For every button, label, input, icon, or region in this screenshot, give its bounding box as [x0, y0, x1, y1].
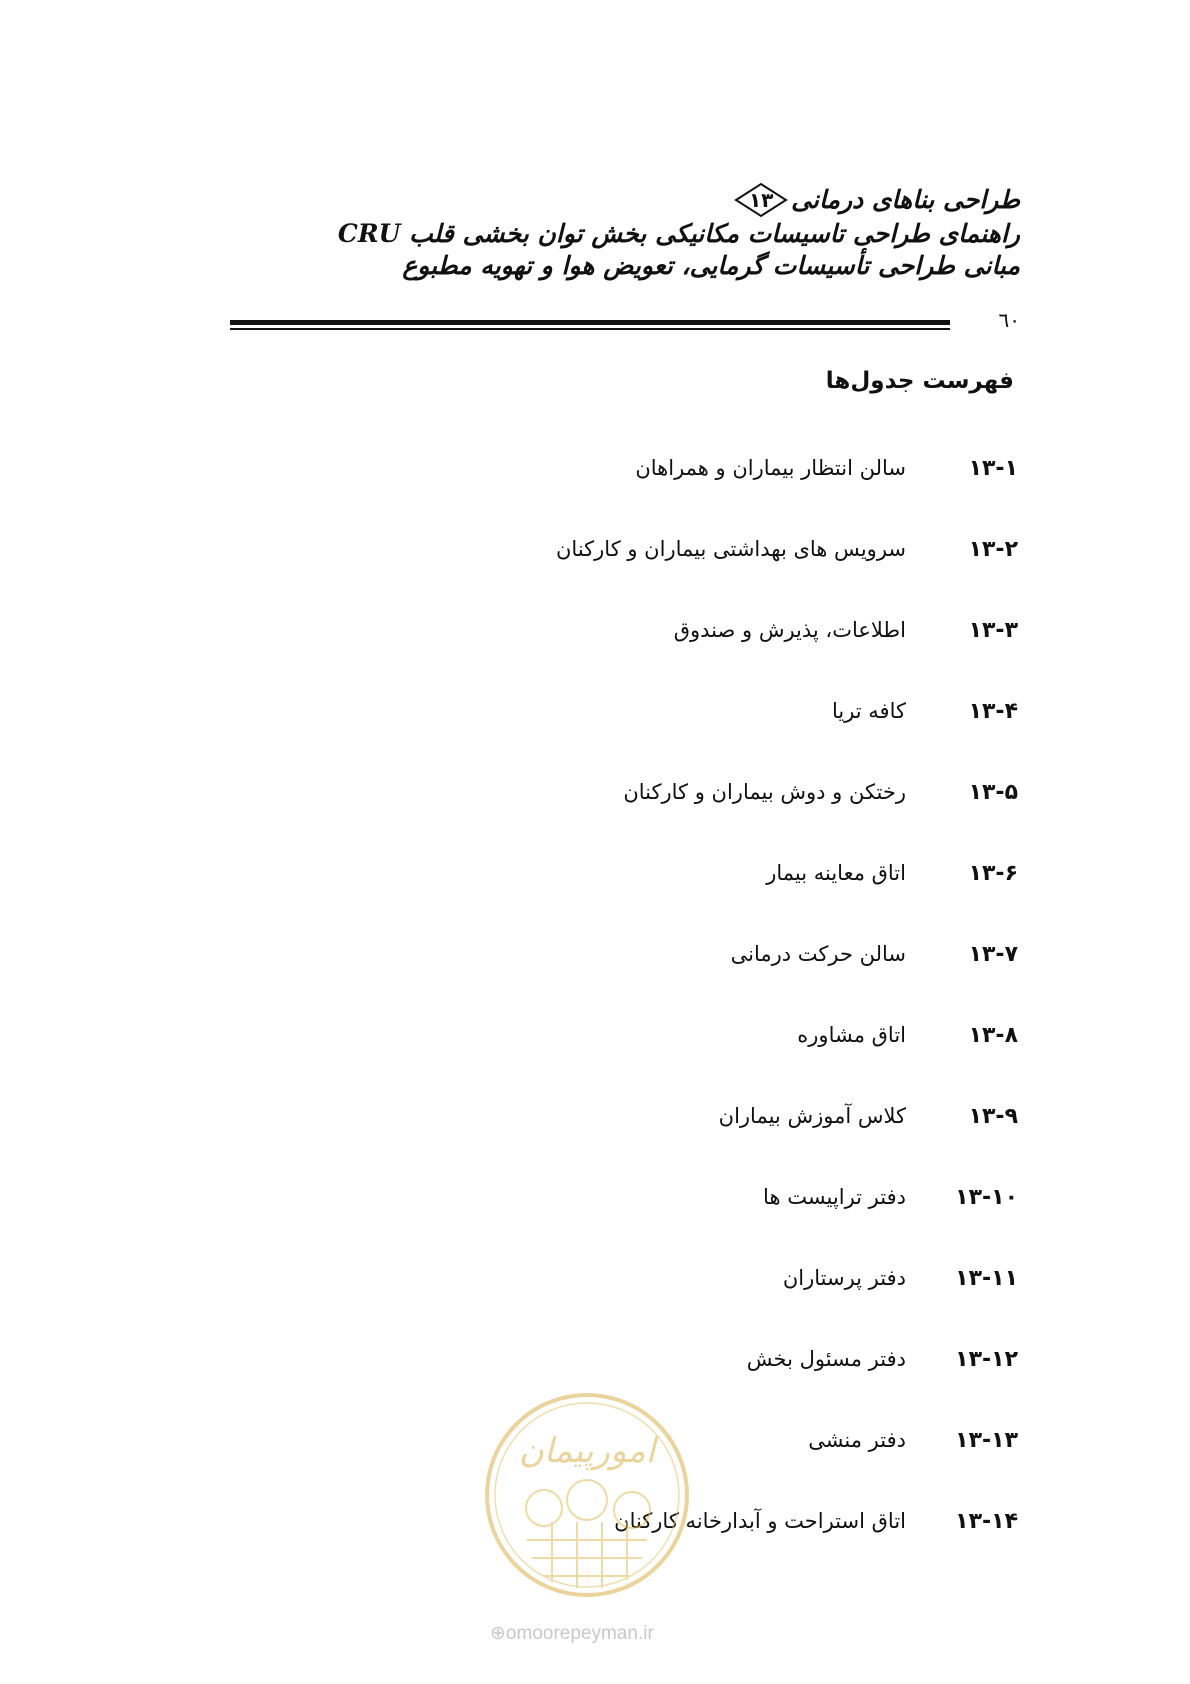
- header-line-3: مبانی طراحی تأسیسات گرمایی، تعویض هوا و تهویه مطبوع: [402, 251, 1020, 280]
- toc-entry-title: سالن حرکت درمانی: [730, 942, 906, 966]
- running-header: [160, 182, 1020, 282]
- toc-row: [731, 942, 1018, 967]
- toc-entry-title: کافه تریا: [831, 699, 906, 723]
- toc-row: [674, 618, 1018, 643]
- toc-number: ۱۳-۹: [968, 1104, 1018, 1129]
- toc-row: [797, 1023, 1018, 1048]
- header-rule-thin: [230, 328, 950, 330]
- watermark-logo: [482, 1390, 692, 1600]
- chapter-badge: [733, 182, 789, 218]
- watermark-url: ⊕omoorepeyman.ir: [490, 1623, 654, 1644]
- toc-row: [832, 699, 1018, 724]
- toc-row: [719, 1104, 1018, 1129]
- toc-entry-title: اتاق معاینه بیمار: [766, 861, 906, 885]
- toc-number: ۱۳-۱: [968, 456, 1018, 481]
- toc-row: [808, 1428, 1018, 1453]
- toc-row: [623, 780, 1018, 805]
- header-line-1: [160, 182, 1020, 218]
- toc-number: ۱۳-۱۲: [955, 1347, 1018, 1372]
- toc-number: ۱۳-۵: [968, 780, 1018, 805]
- toc-row: [747, 1347, 1018, 1372]
- globe-icon: ⊕: [490, 1623, 506, 1644]
- toc-entry-title: دفتر پرستاران: [782, 1266, 906, 1290]
- toc-entry-title: دفتر منشی: [808, 1428, 906, 1452]
- toc-title: فهرست جدول‌ها: [825, 368, 1014, 394]
- toc-entry-title: اتاق استراحت و آبدارخانه کارکنان: [614, 1509, 906, 1533]
- toc-entry-title: سالن انتظار بیماران و همراهان: [635, 456, 906, 480]
- toc-row: [766, 861, 1018, 886]
- toc-row: [556, 537, 1018, 562]
- toc-number: ۱۳-۲: [968, 537, 1018, 562]
- page-number: ٦٠: [998, 308, 1020, 332]
- toc-number: ۱۳-۸: [968, 1023, 1018, 1048]
- toc-row: [763, 1185, 1018, 1210]
- toc-number: ۱۳-۱۳: [955, 1428, 1018, 1453]
- toc-entry-title: رختکن و دوش بیماران و کارکنان: [623, 780, 906, 804]
- toc-entry-title: اطلاعات، پذیرش و صندوق: [673, 618, 906, 642]
- toc-entry-title: اتاق مشاوره: [797, 1023, 906, 1047]
- toc-entry-title: دفتر مسئول بخش: [746, 1347, 906, 1371]
- toc-entry-title: کلاس آموزش بیماران: [718, 1104, 906, 1128]
- toc-number: ۱۳-۳: [968, 618, 1018, 643]
- toc-number: ۱۳-۱۱: [955, 1266, 1018, 1291]
- toc-entry-title: سرویس های بهداشتی بیماران و کارکنان: [556, 537, 906, 561]
- toc-number: ۱۳-۱۰: [955, 1185, 1018, 1210]
- book-title: طراحی بناهای درمانی: [791, 185, 1020, 214]
- toc-number: ۱۳-۷: [968, 942, 1018, 967]
- header-line-2: راهنمای طراحی تاسیسات مکانیکی بخش توان بخشی قلب CRU: [337, 219, 1020, 248]
- toc-row: [635, 456, 1018, 481]
- toc-number: ۱۳-۶: [968, 861, 1018, 886]
- toc-number: ۱۳-۴: [968, 699, 1018, 724]
- chapter-number: ۱۳: [748, 188, 774, 212]
- toc-number: ۱۳-۱۴: [955, 1509, 1018, 1534]
- toc-row: [783, 1266, 1018, 1291]
- watermark-logo-text: امورپیمان: [518, 1431, 656, 1471]
- toc-entry-title: دفتر تراپیست ها: [763, 1185, 906, 1209]
- header-rule-thick: [230, 320, 950, 325]
